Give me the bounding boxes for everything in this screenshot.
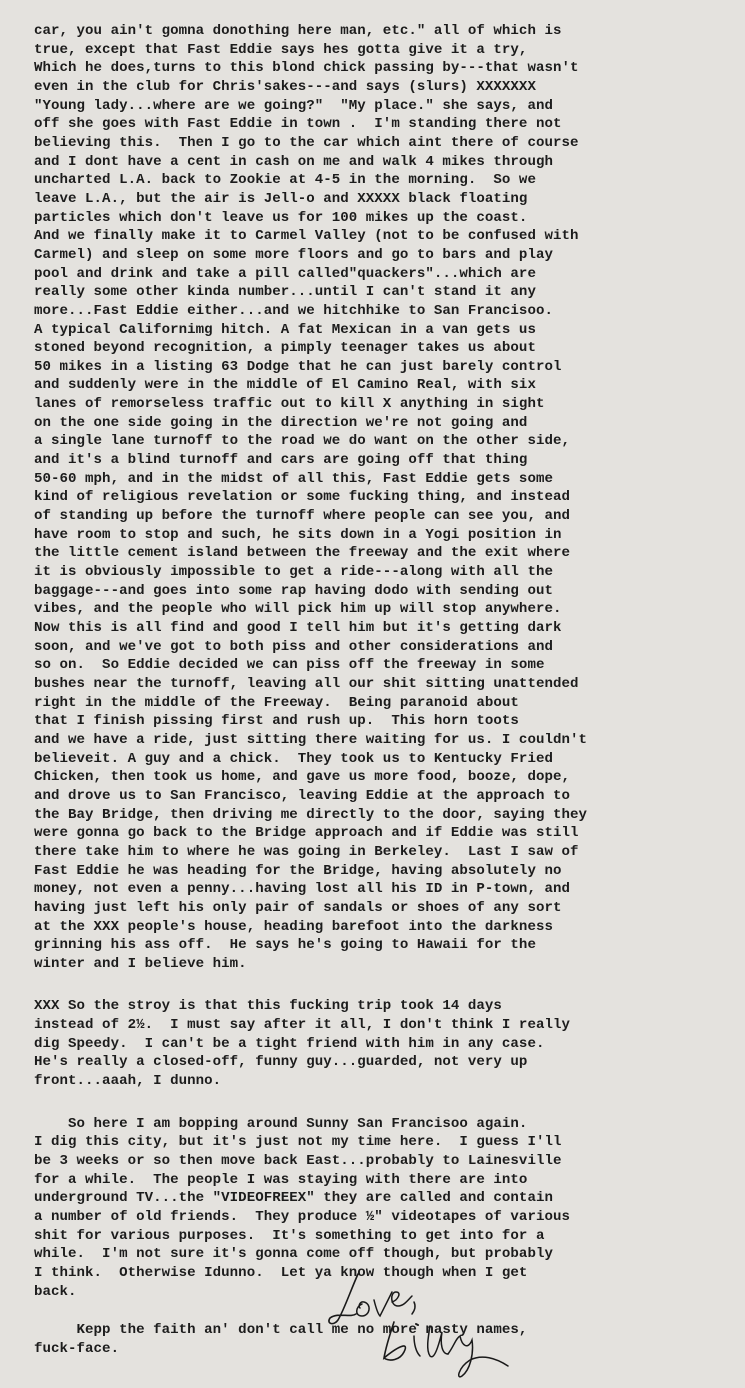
text-line: that I finish pissing first and rush up. This horn toots — [34, 713, 519, 730]
text-line: right in the middle of the Freeway. Being paranoid about — [34, 694, 519, 711]
text-line: Now this is all find and good I tell him but it's getting dark — [34, 620, 562, 636]
text-line: "Young lady...where are we going?" "My place." she says, and — [34, 97, 553, 114]
paragraph-2 — [34, 997, 734, 1090]
text-line: So here I am bopping around Sunny San Francisoo again. — [34, 1115, 528, 1132]
text-line: front...aaah, I dunno. — [34, 1073, 222, 1090]
text-line: and suddenly were in the middle of El Camino Real, with six — [34, 377, 536, 394]
text-line: having just left his only pair of sandals or shoes of any sort — [34, 899, 562, 916]
paragraph-1 — [34, 22, 734, 973]
text-line: And we finally make it to Carmel Valley (not to be confused with — [34, 228, 579, 245]
text-line: baggage---and goes into some rap having dodo with sending out — [34, 582, 553, 599]
text-line: while. I'm not sure it's gonna come off though, but probably — [34, 1246, 553, 1263]
text-line: and we have a ride, just sitting there waiting for us. I couldn't — [34, 731, 587, 748]
text-line: grinning his ass off. He says he's going to Hawaii for the — [34, 937, 536, 954]
text-line: car, you ain't gomna donothing here man, etc." all of which is — [34, 23, 562, 39]
text-line: Kepp the faith an' don't call me no more nasty names, — [34, 1322, 528, 1339]
text-line: so on. So Eddie decided we can piss off the freeway in some — [34, 657, 545, 674]
text-line: stoned beyond recognition, a pimply teenager takes us about — [34, 340, 536, 357]
text-line: believeit. A guy and a chick. They took us to Kentucky Fried — [34, 750, 553, 767]
text-line: Which he does,turns to this blond chick passing by---that wasn't — [34, 60, 579, 77]
text-line: and I dont have a cent in cash on me and walk 4 mikes through — [34, 153, 553, 170]
text-line: of standing up before the turnoff where people can see you, and — [34, 508, 570, 525]
text-line: dig Speedy. I can't be a tight friend with him in any case. — [34, 1035, 545, 1052]
text-line: leave L.A., but the air is Jell-o and XXXXX black floating — [34, 190, 528, 207]
text-line: money, not even a penny...having lost all his ID in P-town, and — [34, 881, 570, 898]
text-line: 50-60 mph, and in the midst of all this, Fast Eddie gets some — [34, 470, 553, 487]
text-line: bushes near the turnoff, leaving all our shit sitting unattended — [34, 675, 579, 692]
handwritten-signature — [320, 1262, 540, 1382]
text-line: vibes, and the people who will pick him up will stop anywhere. — [34, 601, 562, 618]
text-line: be 3 weeks or so then move back East...probably to Lainesville — [34, 1153, 562, 1170]
text-line: and it's a blind turnoff and cars are going off that thing — [34, 452, 528, 469]
text-line: fuck-face. — [34, 1340, 120, 1357]
text-line: back. — [34, 1283, 77, 1300]
text-line: there take him to where he was going in Berkeley. Last I saw of — [34, 843, 579, 860]
text-line: were gonna go back to the Bridge approach and if Eddie was still — [34, 825, 579, 842]
text-line: true, except that Fast Eddie says hes gotta give it a try, — [34, 41, 528, 58]
text-line: kind of religious revelation or some fucking thing, and instead — [34, 489, 570, 506]
text-line: shit for various purposes. It's something to get into for a — [34, 1227, 545, 1244]
text-line: winter and I believe him. — [34, 955, 247, 972]
text-line: the little cement island between the freeway and the exit where — [34, 545, 570, 562]
text-line: a number of old friends. They produce ½" videotapes of various — [34, 1209, 570, 1226]
text-line: soon, and we've got to both piss and other considerations and — [34, 638, 553, 655]
text-line: I dig this city, but it's just not my time here. I guess I'll — [34, 1134, 562, 1151]
text-line: He's really a closed-off, funny guy...guarded, not very up — [34, 1054, 528, 1071]
text-line: on the one side going in the direction we're not going and — [34, 414, 528, 431]
text-line: instead of 2½. I must say after it all, I don't think I really — [34, 1017, 570, 1034]
text-line: really some other kinda number...until I can't stand it any — [34, 284, 536, 301]
text-line: 50 mikes in a listing 63 Dodge that he can just barely control — [34, 358, 562, 375]
text-line: Chicken, then took us home, and gave us more food, booze, dope, — [34, 769, 570, 786]
text-line: for a while. The people I was staying with there are into — [34, 1171, 528, 1188]
text-line: lanes of remorseless traffic out to kill X anything in sight — [34, 396, 545, 413]
text-line: off she goes with Fast Eddie in town . I'm standing there not — [34, 116, 562, 133]
text-line: more...Fast Eddie either...and we hitchhike to San Francisoo. — [34, 302, 553, 319]
text-line: A typical Californimg hitch. A fat Mexican in a van gets us — [34, 321, 536, 338]
text-line: Carmel) and sleep on some more floors and go to bars and play — [34, 246, 553, 263]
text-line: even in the club for Chris'sakes---and says (slurs) XXXXXXX — [34, 78, 536, 95]
text-line: it is obviously impossible to get a ride---along with all the — [34, 564, 553, 581]
text-line: pool and drink and take a pill called"quackers"...which are — [34, 265, 536, 282]
text-line: Fast Eddie he was heading for the Bridge, having absolutely no — [34, 862, 562, 879]
text-line: and drove us to San Francisco, leaving Eddie at the approach to — [34, 787, 570, 804]
text-line: XXX So the stroy is that this fucking trip took 14 days — [34, 998, 502, 1015]
text-line: have room to stop and such, he sits down in a Yogi position in — [34, 526, 562, 543]
text-line: the Bay Bridge, then driving me directly to the door, saying they — [34, 806, 587, 823]
text-line: particles which don't leave us for 100 mikes up the coast. — [34, 209, 528, 226]
text-line: underground TV...the "VIDEOFREEX" they are called and contain — [34, 1190, 553, 1207]
text-line: a single lane turnoff to the road we do want on the other side, — [34, 433, 570, 450]
typewritten-letter — [34, 22, 734, 1359]
text-line: uncharted L.A. back to Zookie at 4-5 in the morning. So we — [34, 172, 536, 189]
text-line: believing this. Then I go to the car which aint there of course — [34, 134, 579, 151]
text-line: I think. Otherwise Idunno. Let ya know though when I get — [34, 1265, 528, 1281]
text-line: at the XXX people's house, heading barefoot into the darkness — [34, 918, 553, 935]
